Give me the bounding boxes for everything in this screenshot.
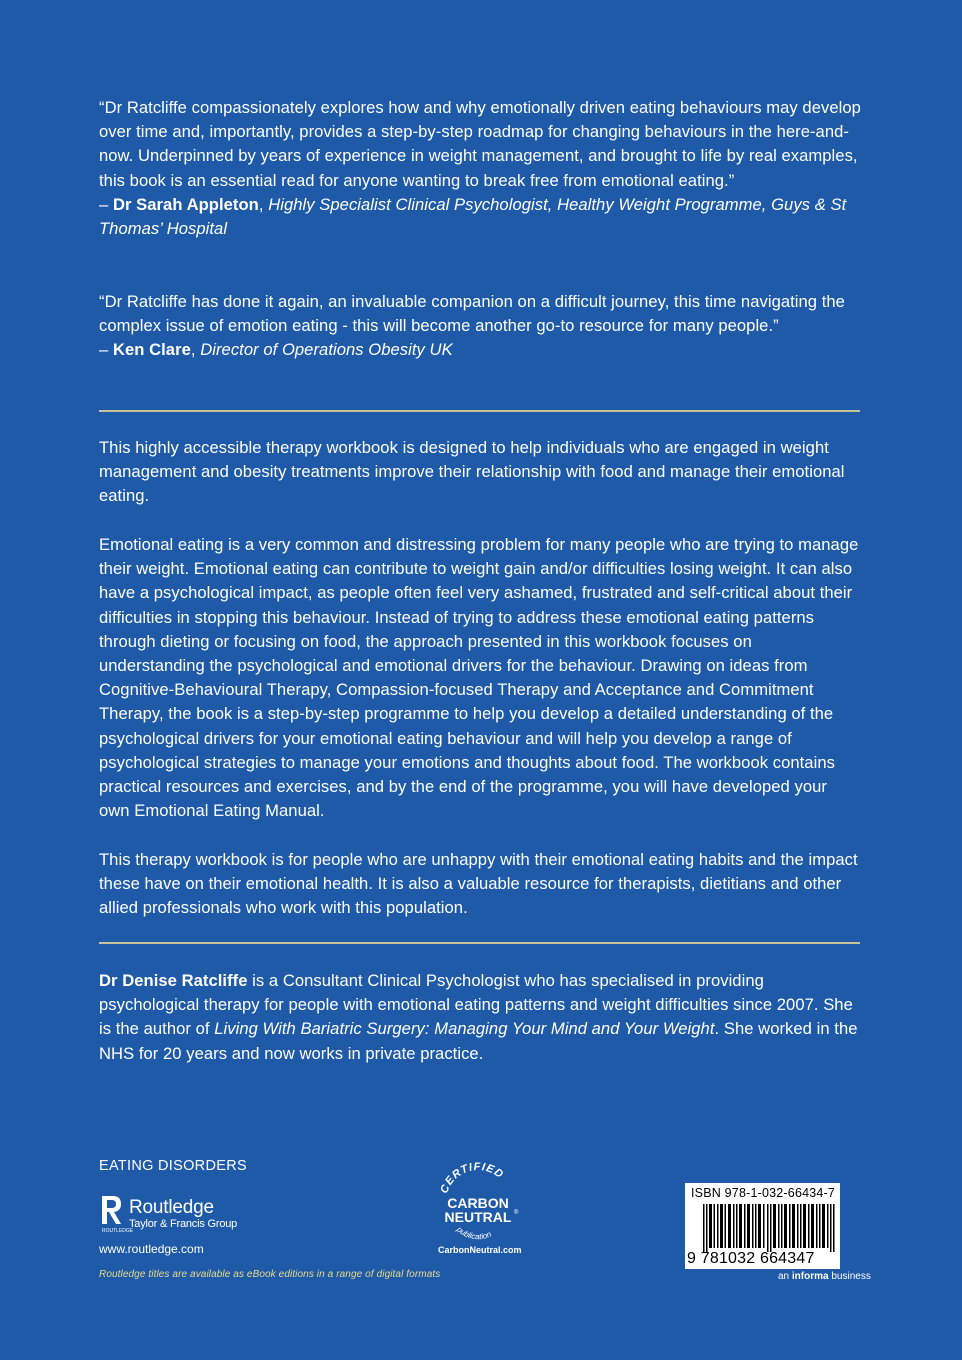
publisher-url: www.routledge.com [99,1242,204,1256]
logo-letters: ROUTLEDGE [102,1228,134,1234]
publisher-sub: Taylor & Francis Group [129,1217,238,1230]
cn-top-text: CERTIFIED [438,1162,506,1196]
isbn-label: ISBN 978-1-032-66434-7 [691,1186,836,1200]
cn-bottom-text: publication [455,1224,493,1242]
publisher-logo [99,1194,237,1234]
informa-prefix: an [778,1271,792,1282]
svg-text:publication [454,1224,493,1241]
endorsement-2 [99,290,861,363]
isbn-barcode [685,1183,840,1269]
description-paragraph-2 [99,533,861,823]
endorser-role: Highly Specialist Clinical Psychologist, Healthy Weight Programme, Guys & St Thomas’ Hospital [99,194,847,239]
endorser-sep: , [190,340,201,360]
description-paragraph-3 [99,848,861,921]
endorsement-dash: – [99,194,113,214]
description-text: Emotional eating is a very common and distressing problem for many people who are trying to manage their weight. Emotional eating can contribute to weight gain and/or difficulties losing weight. It can also have a psychological impact, as people often feel very ashamed, frustrated and self-critical about their difficulties in stopping this behaviour. Instead of trying to address these emotional eating patterns through dieting or focusing on food, the approach presented in this workbook focuses on understanding the psychological and emotional drivers for the behaviour. Drawing on ideas from Cognitive-Behavioural Therapy, Compassion-focused Therapy and Acceptance and Commitment Therapy, the book is a step-by-step programme to help you develop a detailed understanding of the psychological drivers for your emotional eating behaviour and will help you develop a range of psychological strategies to manage your emotions and thoughts about food. The workbook contains practical resources and exercises, and by the end of the programme, you will have developed your own Emotional Eating Manual. [99,535,859,821]
cn-main-2: NEUTRAL [444,1209,512,1225]
endorsement-quote: “Dr Ratcliffe compassionately explores how and why emotionally driven eating behaviours may develop over time and, importantly, provides a step-by-step roadmap for changing behaviours in the here-and-now. Underpinned by years of experience in weight management, and brought to life by real examples, this book is an essential read for anyone wanting to break free from emotional eating.” [99,98,861,190]
endorser-role: Director of Operations Obesity UK [200,340,453,360]
informa-suffix: business [828,1271,871,1282]
informa-brand: informa [791,1271,829,1282]
author-name: Dr Denise Ratcliffe [99,971,248,990]
routledge-r-icon [99,1194,134,1234]
subject-category: EATING DISORDERS [99,1158,247,1174]
carbon-neutral-site: CarbonNeutral.com [438,1245,522,1255]
barcode-bars [703,1204,835,1252]
divider-rule [99,410,860,412]
endorsement-1 [99,96,861,241]
description-text: This highly accessible therapy workbook is designed to help individuals who are engaged in weight management and obesity treatments improve their relationship with food and manage their emotional eating. [99,438,845,506]
endorser-sep: , [258,194,269,214]
publisher-name: Routledge [129,1196,214,1218]
author-book-title: Living With Bariatric Surgery: Managing Your Mind and Your Weight [214,1019,715,1039]
barcode-digits: 9 781032 664347 [687,1250,815,1267]
svg-text:CERTIFIED [438,1162,506,1195]
description-text: This therapy workbook is for people who are unhappy with their emotional eating habits and the impact these have on their emotional health. It is also a valuable resource for therapists, dietitians and other allied professionals who work with this population. [99,850,858,918]
author-bio [99,969,861,1066]
divider-rule [99,942,860,944]
description-paragraph-1 [99,436,861,509]
ebook-note: Routledge titles are available as eBook editions in a range of digital formats [99,1269,441,1280]
endorser-name: Ken Clare [112,340,191,360]
endorsement-dash: – [99,340,113,360]
cn-registered: ® [514,1210,519,1216]
endorsement-quote: “Dr Ratcliffe has done it again, an invaluable companion on a difficult journey, this time navigating the complex issue of emotion eating - this will become another go-to resource for many people.” [99,292,845,336]
informa-tagline [778,1271,871,1282]
author-bio-text: is a Consultant Clinical Psychologist who has specialised in providing psychological therapy for people with emotional eating patterns and weight difficulties since 2007. She is the author of [99,971,853,1039]
cn-main-1: CARBON [447,1195,509,1211]
author-bio-text: . She worked in the NHS for 20 years and now works in private practice. [99,1019,858,1063]
endorser-name: Dr Sarah Appleton [112,194,259,214]
